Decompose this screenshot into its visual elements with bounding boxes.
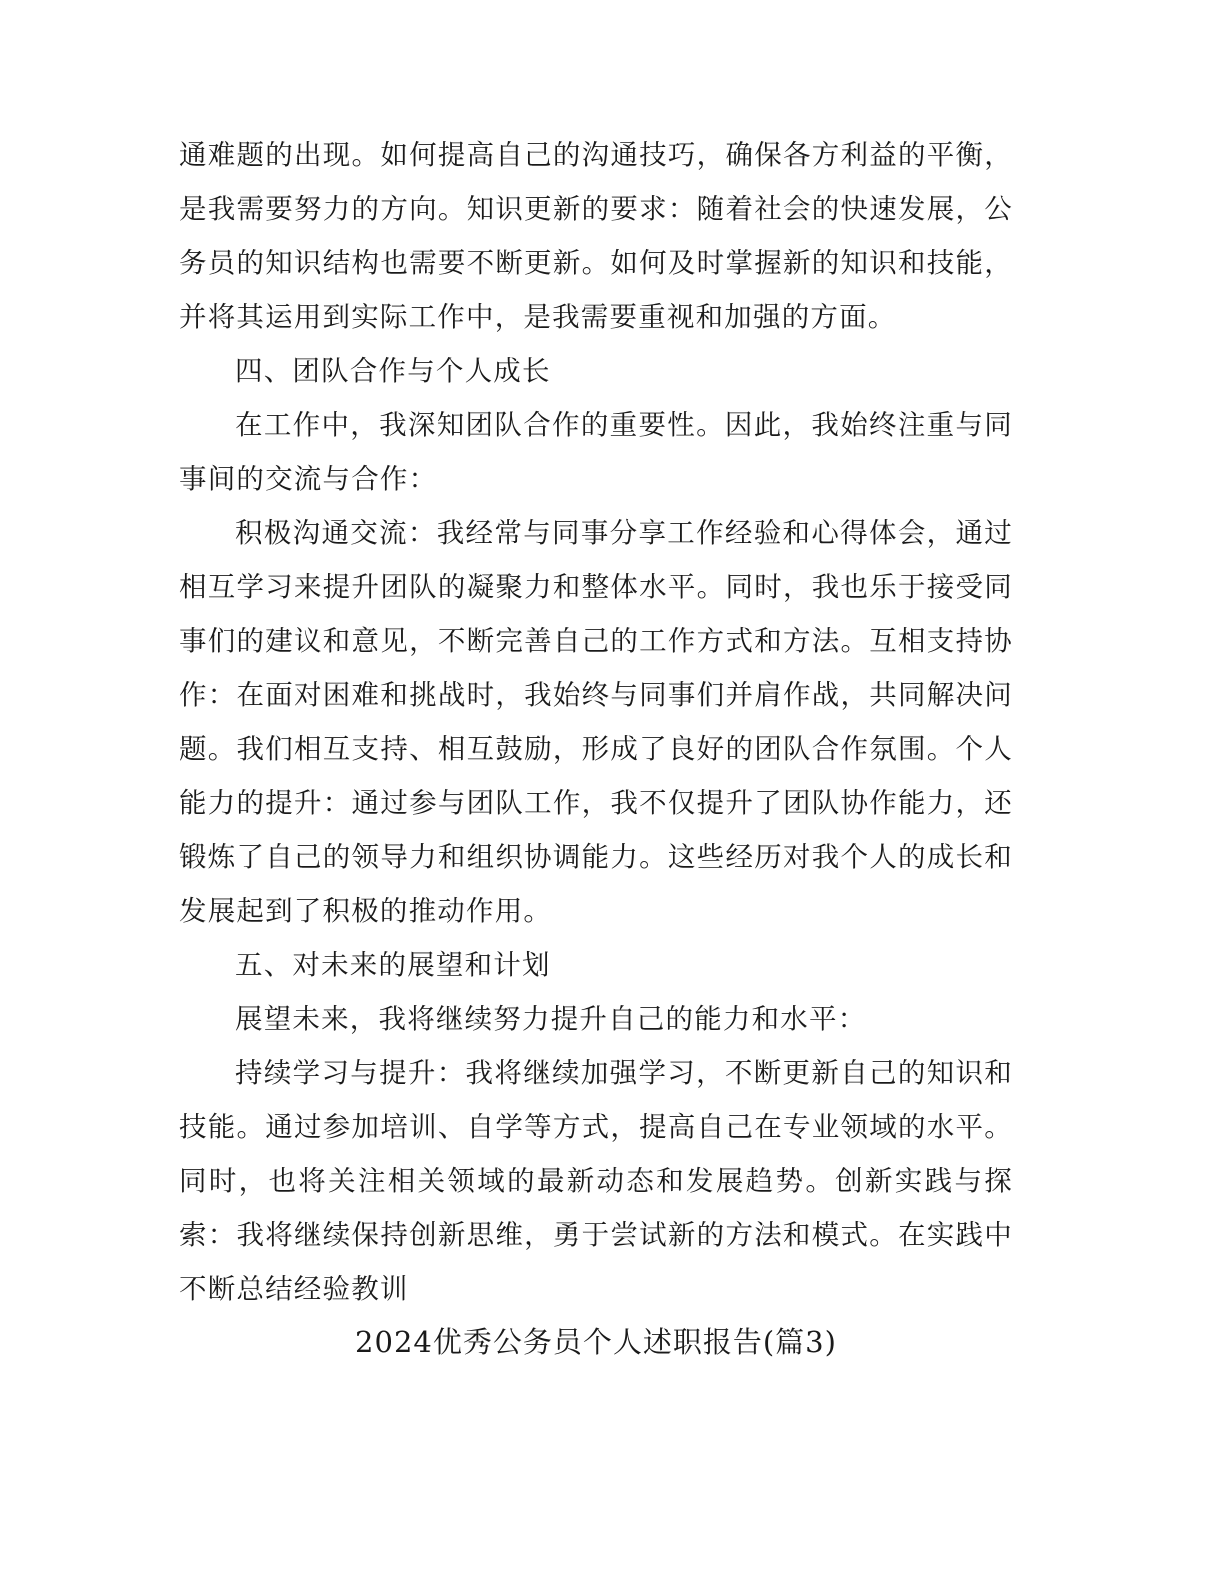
heading-future-plans: 五、对未来的展望和计划 — [235, 949, 551, 981]
paragraph-team-details: 积极沟通交流：我经常与同事分享工作经验和心得体会，通过相互学习来提升团队的凝聚力和整体水平。同时，我也乐于接受同事们的建议和意见，不断完善自己的工作方式和方法。互相支持协作：在面对困难和挑战时，我始终与同事们并肩作战，共同解决问题。我们相互支持、相互鼓励，形成了良好的团队合作氛围。个人能力的提升：通过参与团队工作，我不仅提升了团队协作能力，还锻炼了自己的领导力和组织协调能力。这些经历对我个人的成长和发展起到了积极的推动作用。 — [179, 517, 1013, 927]
paragraph-continuation: 通难题的出现。如何提高自己的沟通技巧，确保各方利益的平衡，是我需要努力的方向。知识更新的要求：随着社会的快速发展，公务员的知识结构也需要不断更新。如何及时掌握新的知识和技能，并将其运用到实际工作中，是我需要重视和加强的方面。 — [179, 139, 1013, 333]
paragraph-future-details: 持续学习与提升：我将继续加强学习，不断更新自己的知识和技能。通过参加培训、自学等方式，提高自己在专业领域的水平。同时，也将关注相关领域的最新动态和发展趋势。创新实践与探索：我将继续保持创新思维，勇于尝试新的方法和模式。在实践中不断总结经验教训 — [179, 1057, 1013, 1305]
section-title: 2024优秀公务员个人述职报告(篇3) — [355, 1325, 837, 1359]
document-body — [179, 128, 1013, 1316]
paragraph-team-intro: 在工作中，我深知团队合作的重要性。因此，我始终注重与同事间的交流与合作： — [179, 409, 1013, 495]
heading-team-cooperation: 四、团队合作与个人成长 — [235, 355, 551, 387]
paragraph-future-intro: 展望未来，我将继续努力提升自己的能力和水平： — [235, 1003, 867, 1035]
